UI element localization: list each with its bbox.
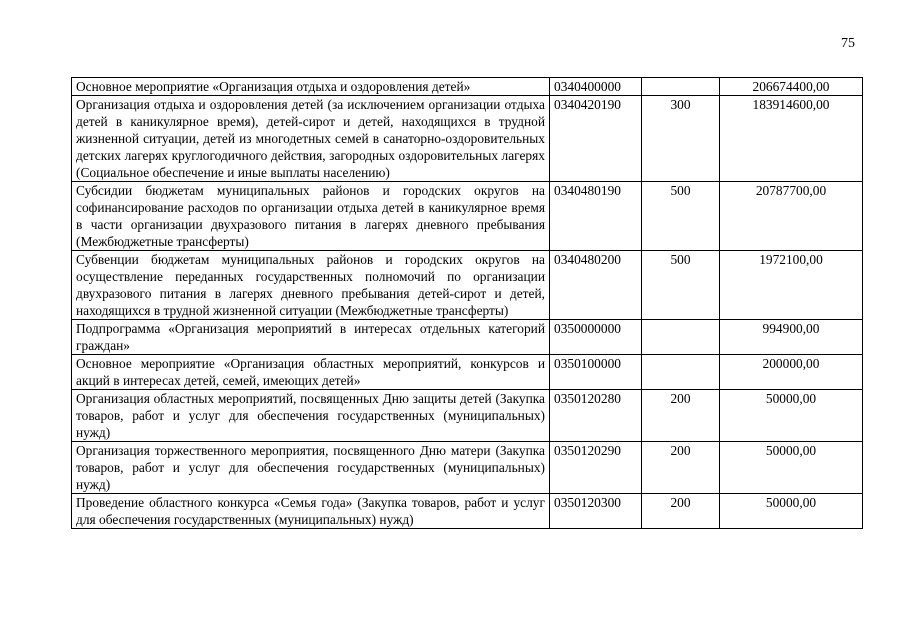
expense-type-cell: 200 xyxy=(642,390,720,442)
expense-type-cell: 200 xyxy=(642,494,720,529)
table-row xyxy=(72,251,863,320)
table-row xyxy=(72,182,863,251)
target-code-cell: 0340480200 xyxy=(550,251,642,320)
target-code-cell: 0350000000 xyxy=(550,320,642,355)
expense-type-cell: 200 xyxy=(642,442,720,494)
page-number: 75 xyxy=(841,36,855,51)
target-code-cell: 0350120280 xyxy=(550,390,642,442)
table-row xyxy=(72,442,863,494)
amount-cell: 50000,00 xyxy=(720,494,863,529)
amount-cell: 50000,00 xyxy=(720,442,863,494)
expense-name-cell: Основное мероприятие «Организация областных мероприятий, конкурсов и акций в интересах детей, семей, имеющих детей» xyxy=(72,355,550,390)
table-row xyxy=(72,390,863,442)
expense-name-cell: Субсидии бюджетам муниципальных районов и городских округов на софинансирование расходов по организации отдыха детей в каникулярное время в части организации двухразового питания в лагерях дневного пребывания (Межбюджетные трансферты) xyxy=(72,182,550,251)
expense-name-cell: Проведение областного конкурса «Семья года» (Закупка товаров, работ и услуг для обеспечения государственных (муниципальных) нужд) xyxy=(72,494,550,529)
expense-name-cell: Подпрограмма «Организация мероприятий в интересах отдельных категорий граждан» xyxy=(72,320,550,355)
expense-type-cell: 500 xyxy=(642,182,720,251)
amount-cell: 20787700,00 xyxy=(720,182,863,251)
table-row xyxy=(72,78,863,96)
amount-cell: 1972100,00 xyxy=(720,251,863,320)
budget-table xyxy=(71,77,863,529)
table-row xyxy=(72,355,863,390)
target-code-cell: 0340400000 xyxy=(550,78,642,96)
expense-name-cell: Организация областных мероприятий, посвященных Дню защиты детей (Закупка товаров, работ и услуг для обеспечения государственных (муниципальных) нужд) xyxy=(72,390,550,442)
expense-type-cell xyxy=(642,78,720,96)
target-code-cell: 0350120290 xyxy=(550,442,642,494)
expense-name-cell: Субвенции бюджетам муниципальных районов и городских округов на осуществление переданных государственных полномочий по организации двухразового питания в лагерях дневного пребывания детей-сирот и детей, находящихся в трудной жизненной ситуации (Межбюджетные трансферты) xyxy=(72,251,550,320)
expense-name-cell: Организация отдыха и оздоровления детей (за исключением организации отдыха детей в каникулярное время), детей-сирот и детей, находящихся в трудной жизненной ситуации, детей из многодетных семей в санаторно-оздоровительных детских лагерях круглогодичного действия, загородных оздоровительных лагерях (Социальное обеспечение и иные выплаты населению) xyxy=(72,96,550,182)
target-code-cell: 0350100000 xyxy=(550,355,642,390)
table-row xyxy=(72,494,863,529)
expense-name-cell: Основное мероприятие «Организация отдыха и оздоровления детей» xyxy=(72,78,550,96)
amount-cell: 206674400,00 xyxy=(720,78,863,96)
table-row xyxy=(72,96,863,182)
expense-type-cell: 300 xyxy=(642,96,720,182)
expense-name-cell: Организация торжественного мероприятия, посвященного Дню матери (Закупка товаров, работ и услуг для обеспечения государственных (муниципальных) нужд) xyxy=(72,442,550,494)
expense-type-cell xyxy=(642,320,720,355)
amount-cell: 50000,00 xyxy=(720,390,863,442)
expense-type-cell xyxy=(642,355,720,390)
expense-type-cell: 500 xyxy=(642,251,720,320)
target-code-cell: 0340480190 xyxy=(550,182,642,251)
target-code-cell: 0340420190 xyxy=(550,96,642,182)
amount-cell: 183914600,00 xyxy=(720,96,863,182)
target-code-cell: 0350120300 xyxy=(550,494,642,529)
table-row xyxy=(72,320,863,355)
amount-cell: 994900,00 xyxy=(720,320,863,355)
amount-cell: 200000,00 xyxy=(720,355,863,390)
